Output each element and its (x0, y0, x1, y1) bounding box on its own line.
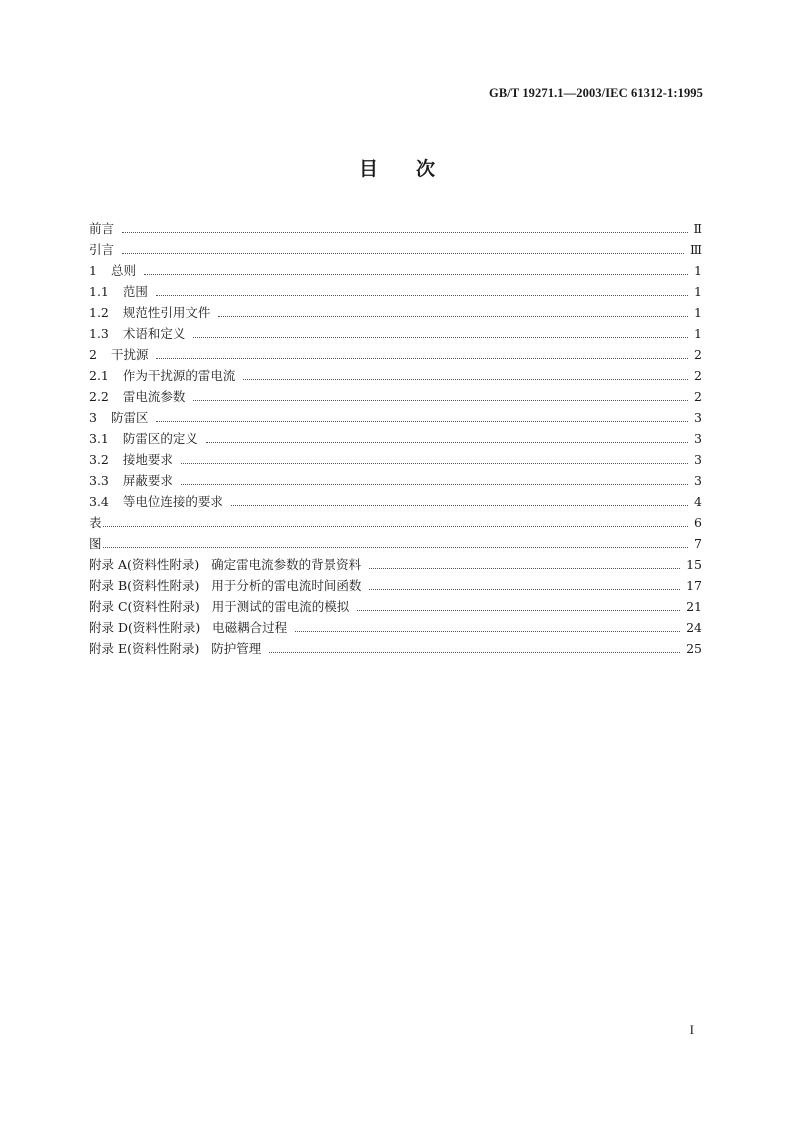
toc-entry-label: 总则 (110, 263, 136, 278)
toc-entry-label: 等电位连接的要求 (122, 494, 223, 509)
toc-entry-annex-c[interactable] (89, 596, 702, 617)
toc-entry-3-2[interactable] (89, 449, 702, 470)
toc-entry-page: Ⅱ (693, 221, 702, 236)
standard-code-header: GB/T 19271.1—2003/IEC 61312-1:1995 (489, 86, 703, 100)
table-of-contents (89, 218, 702, 659)
toc-entry-page: 7 (694, 536, 702, 551)
toc-dot-leader (103, 547, 688, 548)
toc-entry-number: 2 (89, 347, 97, 362)
toc-entry-number: 1.1 (89, 284, 109, 299)
toc-entry-annex-a[interactable] (89, 554, 702, 575)
toc-entry-number: 1.3 (89, 326, 109, 341)
toc-entry-number: 2.1 (89, 368, 109, 383)
toc-dot-leader (193, 400, 688, 401)
toc-entry-page: 2 (694, 368, 702, 383)
toc-entry-label: 附录 D(资料性附录) 电磁耦合过程 (89, 620, 288, 635)
toc-entry-page: 1 (694, 305, 702, 320)
toc-entry-label: 防雷区 (110, 410, 149, 425)
toc-entry-page: 2 (694, 389, 702, 404)
toc-entry-annex-e[interactable] (89, 638, 702, 659)
toc-entry-page: 17 (686, 578, 702, 593)
toc-entry-label: 防雷区的定义 (122, 431, 198, 446)
toc-dot-leader (181, 484, 688, 485)
toc-entry-number: 1.2 (89, 305, 109, 320)
title-char-2: 次 (416, 158, 436, 180)
toc-entry-label: 引言 (89, 242, 115, 257)
toc-dot-leader (269, 652, 680, 653)
toc-entry-label: 附录 A(资料性附录) 确定雷电流参数的背景资料 (89, 557, 362, 572)
title-char-1: 目 (358, 158, 378, 180)
toc-entry-label: 干扰源 (110, 347, 149, 362)
toc-entry-page: 4 (694, 494, 702, 509)
toc-entry-page: 15 (686, 557, 702, 572)
toc-entry-label: 屏蔽要求 (122, 473, 173, 488)
toc-entry-number: 3.4 (89, 494, 109, 509)
toc-entry-2-1[interactable] (89, 365, 702, 386)
toc-entry-page: 1 (694, 284, 702, 299)
toc-entry-number: 3.3 (89, 473, 109, 488)
toc-dot-leader (206, 442, 688, 443)
toc-entry-label: 雷电流参数 (122, 389, 186, 404)
toc-dot-leader (156, 358, 688, 359)
toc-entry-3-3[interactable] (89, 470, 702, 491)
page-number: I (689, 1022, 694, 1037)
toc-entry-3-4[interactable] (89, 491, 702, 512)
toc-dot-leader (369, 568, 680, 569)
toc-entry-label: 术语和定义 (122, 326, 186, 341)
toc-entry-page: 3 (694, 431, 702, 446)
toc-entry-1-1[interactable] (89, 281, 702, 302)
toc-entry-tables[interactable] (89, 512, 702, 533)
toc-entry-page: 2 (694, 347, 702, 362)
toc-entry-page: 21 (686, 599, 702, 614)
toc-entry-label: 规范性引用文件 (122, 305, 211, 320)
toc-entry-page: 3 (694, 410, 702, 425)
toc-entry-page: 6 (694, 515, 702, 530)
toc-entry-label: 附录 E(资料性附录) 防护管理 (89, 641, 262, 656)
toc-entry-label: 作为干扰源的雷电流 (122, 368, 236, 383)
toc-entry-1-3[interactable] (89, 323, 702, 344)
toc-entry-3-1[interactable] (89, 428, 702, 449)
toc-entry-label: 接地要求 (122, 452, 173, 467)
toc-entry-number: 3 (89, 410, 97, 425)
toc-dot-leader (156, 421, 688, 422)
toc-dot-leader (243, 379, 688, 380)
toc-entry-figures[interactable] (89, 533, 702, 554)
toc-entry-3[interactable] (89, 407, 702, 428)
toc-entry-label: 附录 B(资料性附录) 用于分析的雷电流时间函数 (89, 578, 362, 593)
toc-entry-page: 25 (686, 641, 702, 656)
toc-dot-leader (369, 589, 680, 590)
toc-entry-2-2[interactable] (89, 386, 702, 407)
toc-dot-leader (181, 463, 688, 464)
toc-dot-leader (295, 631, 680, 632)
page-title (0, 154, 794, 181)
toc-dot-leader (231, 505, 688, 506)
toc-entry-page: 1 (694, 326, 702, 341)
toc-entry-number: 1 (89, 263, 97, 278)
toc-dot-leader (122, 253, 684, 254)
toc-entry-label: 图 (89, 536, 102, 551)
toc-dot-leader (218, 316, 688, 317)
toc-entry-label: 前言 (89, 221, 115, 236)
toc-entry-number: 3.2 (89, 452, 109, 467)
toc-entry-1-2[interactable] (89, 302, 702, 323)
toc-dot-leader (103, 526, 688, 527)
toc-entry-annex-b[interactable] (89, 575, 702, 596)
toc-entry-foreword[interactable] (89, 218, 702, 239)
toc-entry-label: 附录 C(资料性附录) 用于测试的雷电流的模拟 (89, 599, 350, 614)
toc-entry-1[interactable] (89, 260, 702, 281)
toc-entry-annex-d[interactable] (89, 617, 702, 638)
toc-entry-introduction[interactable] (89, 239, 702, 260)
toc-dot-leader (122, 232, 687, 233)
toc-dot-leader (357, 610, 680, 611)
toc-dot-leader (144, 274, 688, 275)
toc-entry-2[interactable] (89, 344, 702, 365)
toc-entry-label: 范围 (122, 284, 148, 299)
toc-dot-leader (156, 295, 688, 296)
toc-entry-number: 3.1 (89, 431, 109, 446)
toc-entry-page: Ⅲ (689, 242, 702, 257)
toc-entry-page: 24 (686, 620, 702, 635)
toc-entry-page: 3 (694, 452, 702, 467)
toc-dot-leader (193, 337, 688, 338)
toc-entry-number: 2.2 (89, 389, 109, 404)
toc-entry-page: 1 (694, 263, 702, 278)
toc-entry-page: 3 (694, 473, 702, 488)
toc-entry-label: 表 (89, 515, 102, 530)
